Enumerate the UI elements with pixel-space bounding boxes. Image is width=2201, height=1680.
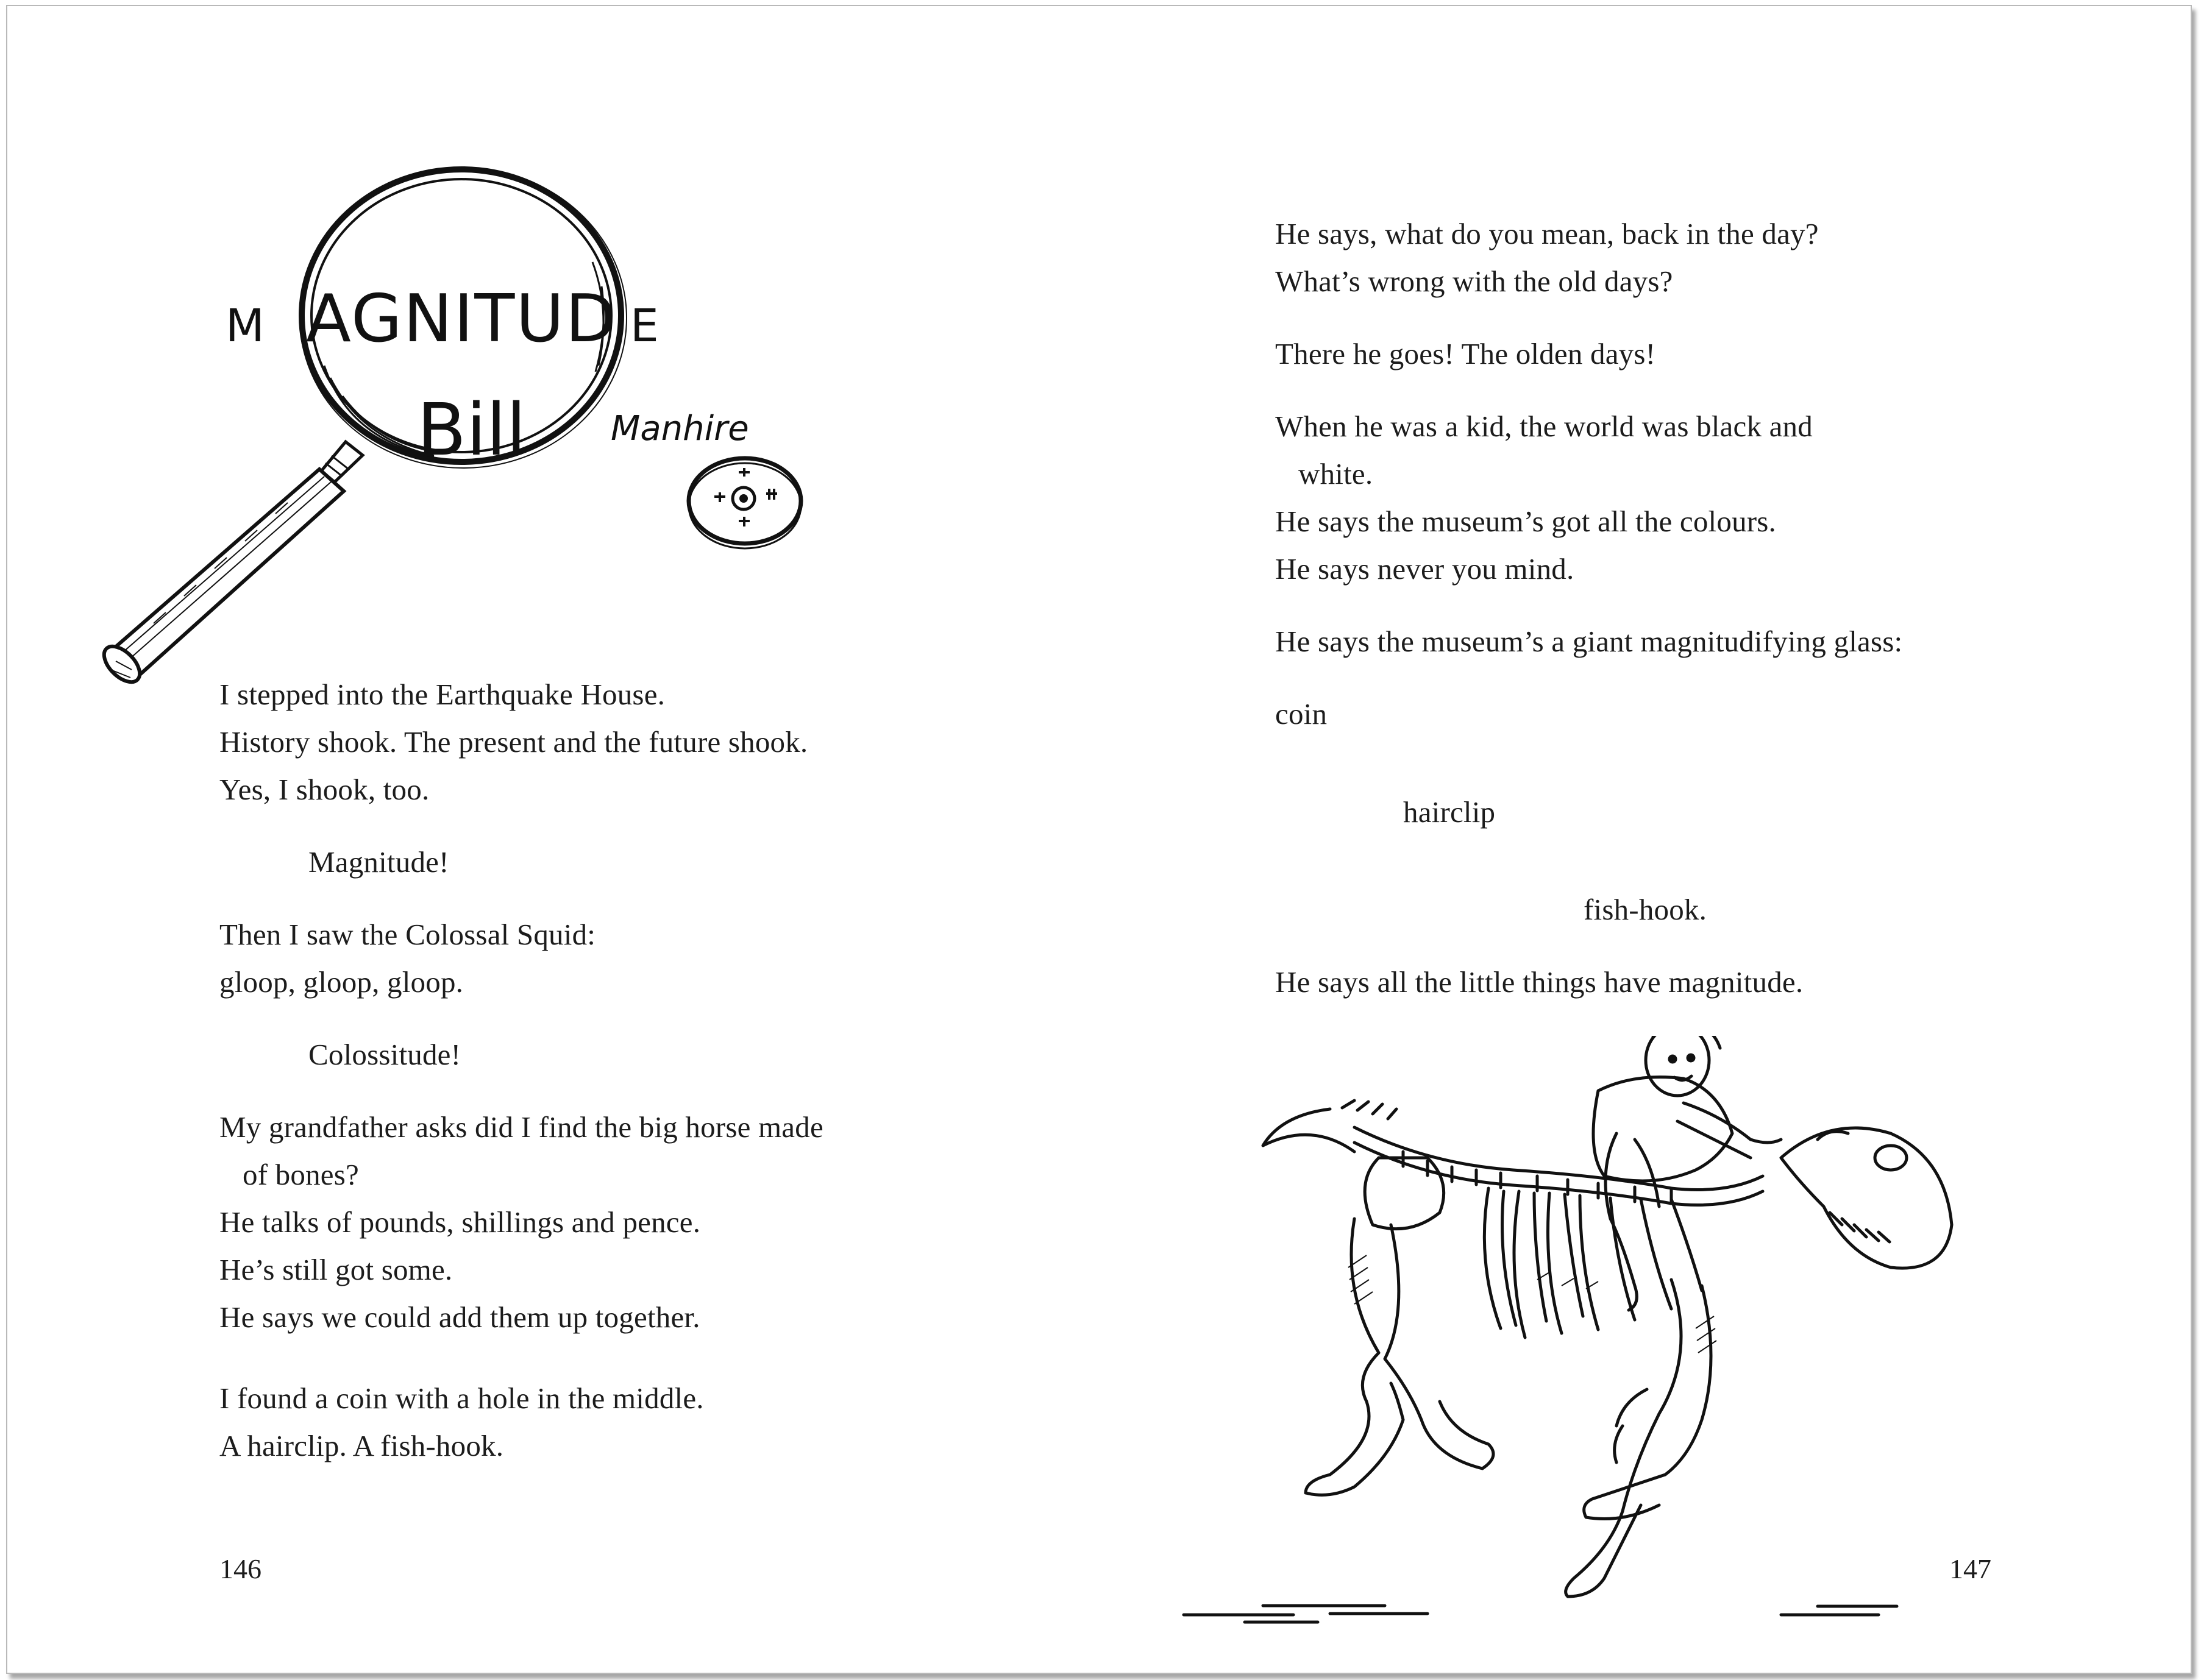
- poem-line: He says the museum’s got all the colours.: [1275, 505, 1777, 538]
- poem-line: What’s wrong with the old days?: [1275, 264, 1673, 298]
- page-number: 146: [219, 1553, 261, 1584]
- skeleton-horse-illustration: [1172, 1036, 2043, 1633]
- coin-icon: [689, 458, 801, 548]
- poem-line: He’s still got some.: [219, 1253, 453, 1286]
- book-spread: [6, 5, 2192, 1674]
- poem-exclamation: Magnitude!: [308, 845, 449, 879]
- poem-line: When he was a kid, the world was black and: [1275, 409, 1813, 443]
- poem-line: History shook. The present and the future shook.: [219, 725, 808, 759]
- poem-line: I found a coin with a hole in the middle.: [219, 1381, 704, 1415]
- poem-line: A hairclip. A fish-hook.: [219, 1429, 504, 1462]
- title-word: AGNITUD: [306, 281, 617, 357]
- poem-line: white.: [1298, 457, 1373, 491]
- title-illustration: [105, 165, 836, 713]
- poem-line: He says all the little things have magnitude.: [1275, 965, 1804, 999]
- author-last-name: Manhire: [611, 409, 749, 448]
- author-first-name: Bill: [417, 388, 527, 472]
- left-page: [7, 6, 1098, 1673]
- poem-word-hairclip: hairclip: [1403, 795, 1496, 829]
- poem-line: Yes, I shook, too.: [219, 773, 430, 806]
- horse-skeleton-icon: [1172, 1036, 2043, 1633]
- poem-line: There he goes! The olden days!: [1275, 337, 1656, 370]
- poem-line: He says the museum’s a giant magnitudifying glass:: [1275, 625, 1903, 658]
- poem-line: He says we could add them up together.: [219, 1300, 700, 1334]
- title-letter-m: M: [226, 300, 265, 352]
- poem-exclamation: Colossitude!: [308, 1038, 461, 1071]
- poem-line: He says, what do you mean, back in the day?: [1275, 217, 1819, 250]
- poem-line: He talks of pounds, shillings and pence.: [219, 1205, 701, 1239]
- poem-line: Then I saw the Colossal Squid:: [219, 918, 596, 951]
- poem-line: My grandfather asks did I find the big horse made: [219, 1110, 823, 1144]
- poem-line: of bones?: [243, 1158, 359, 1191]
- poem-line: He says never you mind.: [1275, 552, 1574, 586]
- page-number: 147: [1949, 1553, 1991, 1584]
- poem-word-coin: coin: [1275, 697, 1328, 731]
- title-letter-e: E: [630, 300, 659, 352]
- poem-word-fishhook: fish-hook.: [1584, 893, 1707, 926]
- magnifying-glass-icon: [105, 165, 836, 713]
- poem-line: gloop, gloop, gloop.: [219, 965, 464, 999]
- poem-line: I stepped into the Earthquake House.: [219, 678, 666, 711]
